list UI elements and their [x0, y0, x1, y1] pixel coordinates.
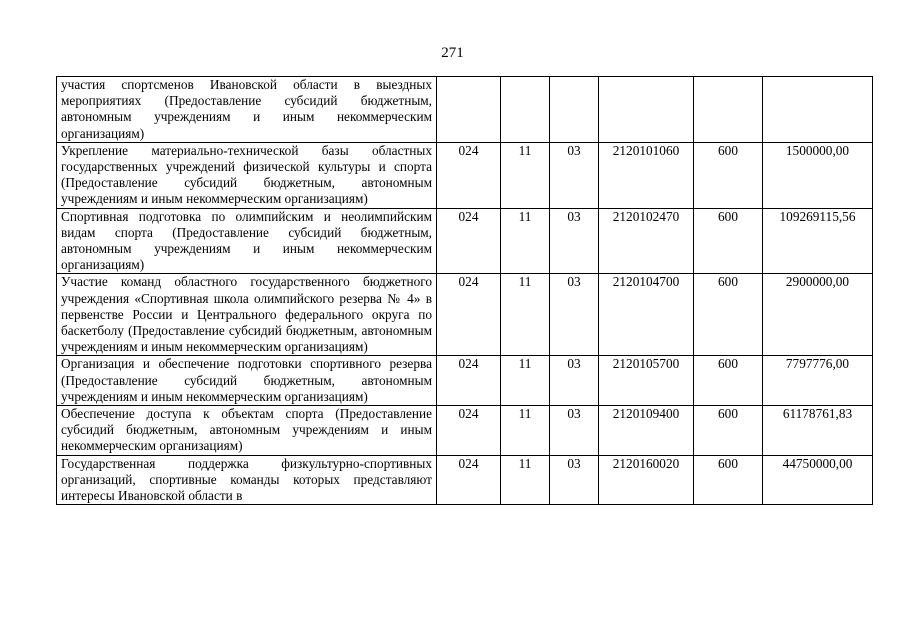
row-subsection: 03	[550, 142, 599, 208]
budget-table	[56, 76, 873, 505]
row-amount: 2900000,00	[763, 274, 873, 356]
row-subsection: 03	[550, 208, 599, 274]
row-amount	[763, 77, 873, 143]
table-row	[57, 356, 873, 406]
table-row	[57, 274, 873, 356]
row-target-article: 2120104700	[599, 274, 694, 356]
row-grbs: 024	[437, 274, 501, 356]
row-target-article	[599, 77, 694, 143]
row-description: Обеспечение доступа к объектам спорта (Предоставление субсидий бюджетным, автономным учреждениям и иным некоммерческим организациям)	[57, 406, 437, 456]
row-section: 11	[501, 208, 550, 274]
row-section: 11	[501, 406, 550, 456]
row-subsection: 03	[550, 274, 599, 356]
row-grbs: 024	[437, 356, 501, 406]
row-expense-type: 600	[694, 274, 763, 356]
row-section: 11	[501, 274, 550, 356]
row-amount: 109269115,56	[763, 208, 873, 274]
table-row	[57, 77, 873, 143]
row-amount: 1500000,00	[763, 142, 873, 208]
row-subsection: 03	[550, 455, 599, 505]
table-row	[57, 208, 873, 274]
row-subsection	[550, 77, 599, 143]
table-row	[57, 142, 873, 208]
row-amount: 7797776,00	[763, 356, 873, 406]
row-subsection: 03	[550, 406, 599, 456]
row-description: Спортивная подготовка по олимпийским и неолимпийским видам спорта (Предоставление субсидий бюджетным, автономным учреждениям и иным некоммерческим организациям)	[57, 208, 437, 274]
row-target-article: 2120102470	[599, 208, 694, 274]
row-section	[501, 77, 550, 143]
row-grbs: 024	[437, 455, 501, 505]
row-grbs	[437, 77, 501, 143]
row-expense-type	[694, 77, 763, 143]
row-grbs: 024	[437, 142, 501, 208]
page-number: 271	[441, 45, 464, 61]
row-section: 11	[501, 356, 550, 406]
row-target-article: 2120105700	[599, 356, 694, 406]
row-amount: 61178761,83	[763, 406, 873, 456]
row-target-article: 2120109400	[599, 406, 694, 456]
row-expense-type: 600	[694, 406, 763, 456]
table-row	[57, 406, 873, 456]
row-target-article: 2120101060	[599, 142, 694, 208]
row-expense-type: 600	[694, 208, 763, 274]
row-section: 11	[501, 142, 550, 208]
row-description: Организация и обеспечение подготовки спортивного резерва (Предоставление субсидий бюджетным, автономным учреждениям и иным некоммерческим организациям)	[57, 356, 437, 406]
row-description: Государственная поддержка физкультурно-спортивных организаций, спортивные команды которых представляют интересы Ивановской области в	[57, 455, 437, 505]
row-subsection: 03	[550, 356, 599, 406]
row-description: Укрепление материально-технической базы областных государственных учреждений физической культуры и спорта (Предоставление субсидий бюджетным, автономным учреждениям и иным некоммерческим организациям)	[57, 142, 437, 208]
row-section: 11	[501, 455, 550, 505]
table-row	[57, 455, 873, 505]
row-grbs: 024	[437, 208, 501, 274]
row-description: участия спортсменов Ивановской области в выездных мероприятиях (Предоставление субсидий бюджетным, автономным учреждениям и иным некоммерческим организациям)	[57, 77, 437, 143]
row-expense-type: 600	[694, 356, 763, 406]
row-target-article: 2120160020	[599, 455, 694, 505]
row-amount: 44750000,00	[763, 455, 873, 505]
row-description: Участие команд областного государственного бюджетного учреждения «Спортивная школа олимпийского резерва № 4» в первенстве России и Центрального федерального округа по баскетболу (Предоставление субсидий бюджетным, автономным учреждениям и иным некоммерческим организациям)	[57, 274, 437, 356]
row-expense-type: 600	[694, 455, 763, 505]
row-grbs: 024	[437, 406, 501, 456]
row-expense-type: 600	[694, 142, 763, 208]
